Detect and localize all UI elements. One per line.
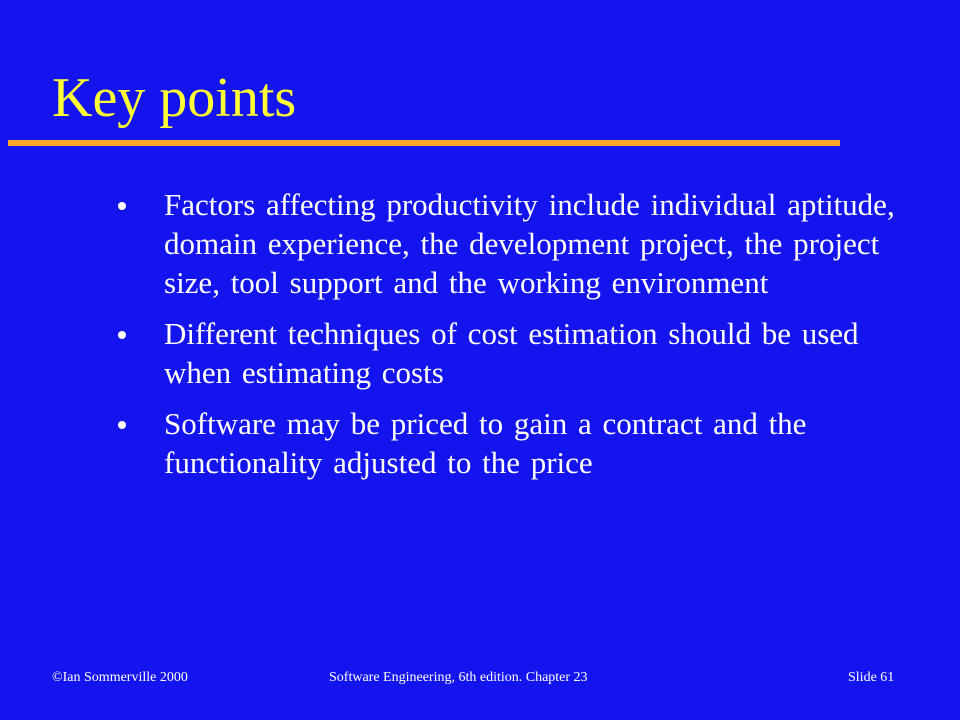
bullet-item <box>118 404 918 482</box>
bullet-dot-icon <box>118 331 126 339</box>
footer-book-title: Software Engineering, 6th edition. Chapter 23 <box>329 670 588 685</box>
footer-slide-number: Slide 61 <box>848 670 895 685</box>
bullet-text: Factors affecting productivity include individual aptitude, domain experience, the development project, the project size, tool support and the working environment <box>164 187 895 300</box>
bullet-list <box>118 185 918 494</box>
bullet-text: Different techniques of cost estimation should be used when estimating costs <box>164 316 859 390</box>
bullet-dot-icon <box>118 202 126 210</box>
title-underline <box>8 140 840 146</box>
footer-copyright: ©Ian Sommerville 2000 <box>52 670 188 685</box>
slide-title: Key points <box>52 67 297 129</box>
bullet-text: Software may be priced to gain a contract and the functionality adjusted to the price <box>164 406 807 480</box>
bullet-item <box>118 314 918 392</box>
bullet-dot-icon <box>118 421 126 429</box>
bullet-item <box>118 185 918 302</box>
